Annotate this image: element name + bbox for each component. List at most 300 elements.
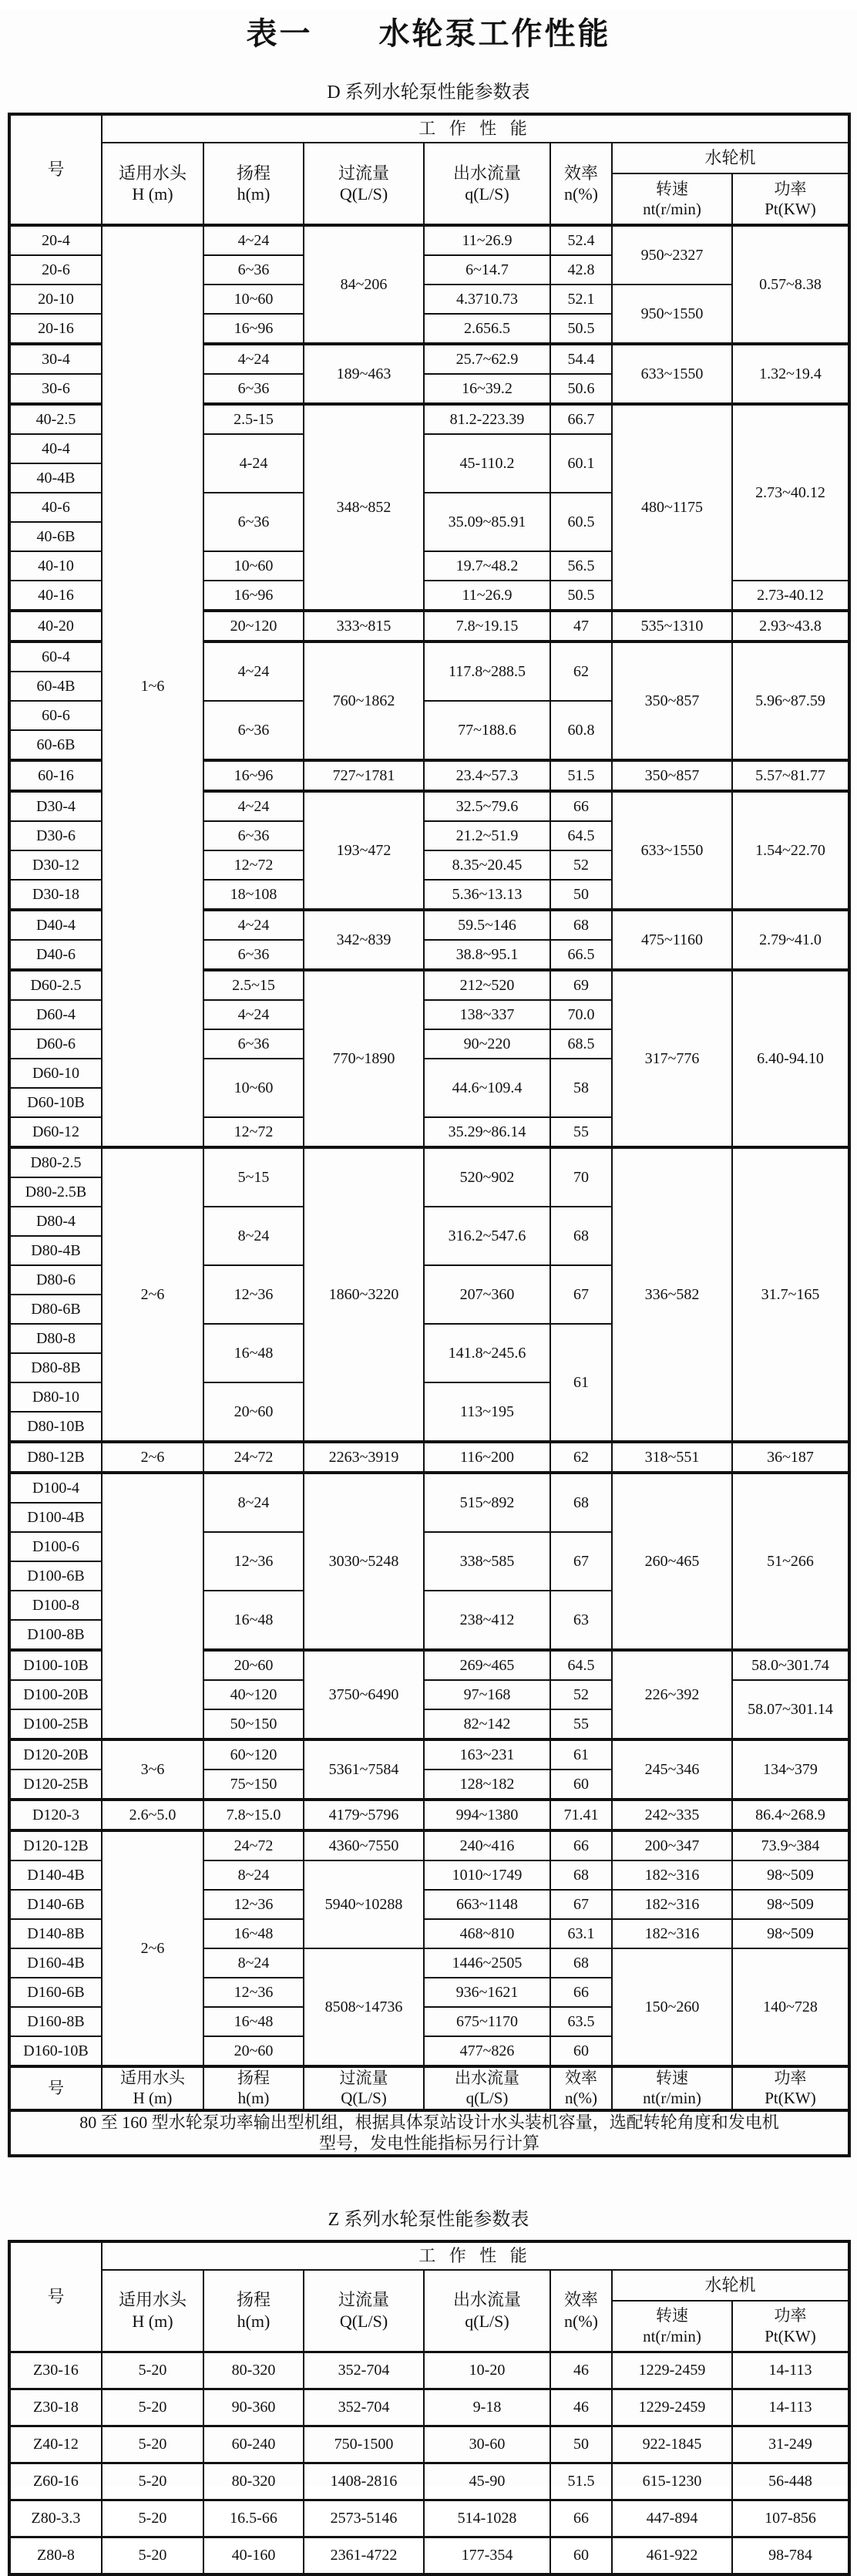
value-cell: 240~416 (424, 1830, 550, 1860)
z-performance-header: 工 作 性 能 (102, 2241, 849, 2270)
model-cell: Z30-18 (9, 2389, 102, 2426)
z-column-header-eff-label: 效率 (563, 2290, 598, 2309)
note-line-2: 型号，发电性能指标另行计算 (318, 2133, 539, 2153)
model-cell: D30-12 (9, 850, 102, 880)
value-cell: 4~24 (203, 910, 304, 940)
repeat-header-label: 过流量 (339, 2069, 388, 2087)
column-header-power-unit: Pt(KW) (765, 200, 816, 218)
value-cell: 6~36 (203, 1029, 304, 1059)
model-cell: Z30-16 (9, 2352, 102, 2389)
table-row (9, 2352, 849, 2389)
value-cell: 16~96 (203, 314, 304, 344)
value-cell: 9-18 (424, 2389, 550, 2426)
value-cell: 212~520 (424, 970, 550, 1000)
value-cell: 200~347 (612, 1830, 732, 1860)
value-cell: 269~465 (424, 1650, 550, 1680)
value-cell: 0.57~8.38 (732, 225, 849, 344)
model-cell: D100-6 (9, 1532, 102, 1561)
value-cell: 333~815 (304, 611, 424, 641)
z-column-header-eff-unit: n(%) (564, 2311, 598, 2331)
model-cell: 30-6 (9, 374, 102, 404)
model-cell: D80-6 (9, 1265, 102, 1295)
value-cell: 4~24 (203, 344, 304, 374)
value-cell: 318~551 (612, 1442, 732, 1473)
value-cell: 98~509 (732, 1890, 849, 1919)
note-line-1: 80 至 160 型水轮泵功率输出型机组，根据具体泵站设计水头装机容量，选配转轮角度和发电机 (79, 2112, 779, 2132)
value-cell: 922-1845 (612, 2426, 732, 2463)
z-turbine-header: 水轮机 (612, 2270, 849, 2301)
value-cell: 56-448 (732, 2463, 849, 2500)
value-cell: 16~48 (203, 1919, 304, 1948)
model-cell: D60-10 (9, 1059, 102, 1088)
column-header-eff (550, 143, 612, 225)
repeat-header-cell (612, 2066, 732, 2110)
value-cell: 5-20 (102, 2426, 203, 2463)
model-cell: D80-6B (9, 1295, 102, 1324)
model-cell: 60-6 (9, 701, 102, 730)
value-cell: 63.1 (550, 1919, 612, 1948)
table-row (9, 225, 849, 255)
value-cell: 2361-4722 (304, 2537, 424, 2574)
value-cell: 238~412 (424, 1591, 550, 1650)
value-cell: 535~1310 (612, 611, 732, 641)
column-header-head-unit: H (m) (132, 184, 173, 204)
model-cell: 40-2.5 (9, 404, 102, 434)
value-cell: 36~187 (732, 1442, 849, 1473)
repeat-header-label: 号 (48, 2079, 64, 2098)
value-cell: 81.2-223.39 (424, 404, 550, 434)
value-cell: 477~826 (424, 2036, 550, 2066)
value-cell: 163~231 (424, 1739, 550, 1770)
value-cell: 2263~3919 (304, 1442, 424, 1473)
value-cell: 10~60 (203, 285, 304, 314)
value-cell: 59.5~146 (424, 910, 550, 940)
value-cell: 68.5 (550, 1029, 612, 1059)
repeat-header-cell (102, 2066, 203, 2110)
value-cell: 615-1230 (612, 2463, 732, 2500)
value-cell: 61 (550, 1739, 612, 1770)
value-cell: 770~1890 (304, 970, 424, 1147)
value-cell: 8~24 (203, 1948, 304, 1978)
repeat-header-label: 转速 (656, 2069, 688, 2087)
value-cell: 1229-2459 (612, 2352, 732, 2389)
value-cell: 2.5~15 (203, 970, 304, 1000)
value-cell: 31-249 (732, 2426, 849, 2463)
value-cell: 2.73~40.12 (732, 404, 849, 581)
model-cell: D100-8 (9, 1591, 102, 1620)
value-cell: 24~72 (203, 1830, 304, 1860)
table-row (9, 2500, 849, 2537)
value-cell: 16~48 (203, 2007, 304, 2036)
value-cell: 62 (550, 1442, 612, 1473)
value-cell: 52.4 (550, 225, 612, 255)
model-cell: D30-18 (9, 880, 102, 910)
z-column-header-speed-label: 转速 (656, 2306, 688, 2325)
model-cell: 20-6 (9, 255, 102, 285)
value-cell: 138~337 (424, 1000, 550, 1029)
value-cell: 2~6 (102, 1147, 203, 1442)
model-column-header: 号 (9, 114, 102, 225)
value-cell: 56.5 (550, 551, 612, 581)
value-cell: 193~472 (304, 791, 424, 910)
model-cell: 20-4 (9, 225, 102, 255)
z-column-header-flow-label: 过流量 (338, 2290, 389, 2309)
value-cell: 7.8~19.15 (424, 611, 550, 641)
value-cell: 35.09~85.91 (424, 493, 550, 551)
value-cell: 98~509 (732, 1919, 849, 1948)
value-cell: 6~36 (203, 821, 304, 850)
value-cell: 350~857 (612, 760, 732, 791)
value-cell: 140~728 (732, 1948, 849, 2066)
value-cell: 20~60 (203, 1650, 304, 1680)
column-header-head-label: 适用水头 (118, 163, 187, 183)
z-model-column-header: 号 (9, 2241, 102, 2352)
column-header-flow-label: 过流量 (338, 163, 389, 183)
model-cell: D120-25B (9, 1770, 102, 1800)
value-cell: 51.5 (550, 2463, 612, 2500)
column-header-head (102, 143, 203, 225)
value-cell: 25.7~62.9 (424, 344, 550, 374)
model-cell: D40-6 (9, 940, 102, 970)
model-cell: 40-6 (9, 493, 102, 522)
value-cell: 68 (550, 910, 612, 940)
value-cell: 66.7 (550, 404, 612, 434)
value-cell: 177-354 (424, 2537, 550, 2574)
z-column-header-outflow-unit: q(L/S) (465, 2311, 509, 2331)
value-cell: 4.3710.73 (424, 285, 550, 314)
value-cell: 64.5 (550, 1650, 612, 1680)
value-cell: 633~1550 (612, 344, 732, 404)
repeat-header-unit: q(L/S) (465, 2089, 509, 2108)
value-cell: 40-160 (203, 2537, 304, 2574)
value-cell: 352-704 (304, 2352, 424, 2389)
model-cell: Z80-3.3 (9, 2500, 102, 2537)
model-cell: Z80-8 (9, 2537, 102, 2574)
value-cell: 97~168 (424, 1680, 550, 1709)
column-header-lift-label: 扬程 (236, 163, 271, 183)
value-cell: 342~839 (304, 910, 424, 970)
value-cell: 182~316 (612, 1919, 732, 1948)
value-cell: 348~852 (304, 404, 424, 611)
value-cell: 6~36 (203, 701, 304, 760)
value-cell: 475~1160 (612, 910, 732, 970)
value-cell: 675~1170 (424, 2007, 550, 2036)
value-cell: 8~24 (203, 1860, 304, 1890)
z-column-header-power-label: 功率 (774, 2306, 807, 2325)
value-cell: 352-704 (304, 2389, 424, 2426)
value-cell: 4360~7550 (304, 1830, 424, 1860)
value-cell: 633~1550 (612, 791, 732, 910)
column-header-eff-unit: n(%) (564, 184, 598, 204)
z-column-header-flow-unit: Q(L/S) (339, 2311, 388, 2331)
value-cell: 3750~6490 (304, 1650, 424, 1739)
model-cell: D40-4 (9, 910, 102, 940)
value-cell: 5.57~81.77 (732, 760, 849, 791)
model-cell: 30-4 (9, 344, 102, 374)
model-cell: D160-4B (9, 1948, 102, 1978)
value-cell: 1~6 (102, 225, 203, 1147)
value-cell: 35.29~86.14 (424, 1117, 550, 1147)
value-cell: 117.8~288.5 (424, 641, 550, 701)
value-cell: 51~266 (732, 1473, 849, 1650)
value-cell: 80-320 (203, 2352, 304, 2389)
value-cell: 20~60 (203, 1382, 304, 1442)
value-cell: 2.93~43.8 (732, 611, 849, 641)
value-cell: 6~36 (203, 940, 304, 970)
value-cell: 66 (550, 791, 612, 821)
value-cell: 52.1 (550, 285, 612, 314)
value-cell: 182~316 (612, 1890, 732, 1919)
value-cell: 950~2327 (612, 225, 732, 285)
repeat-header-label: 效率 (565, 2069, 597, 2087)
column-header-power (732, 173, 849, 225)
model-cell: D60-6 (9, 1029, 102, 1059)
value-cell: 12~72 (203, 1117, 304, 1147)
value-cell: 2~6 (102, 1830, 203, 2066)
value-cell: 60.5 (550, 493, 612, 551)
repeat-header-cell (203, 2066, 304, 2110)
value-cell (102, 1473, 203, 1739)
model-cell: 60-4 (9, 641, 102, 672)
repeat-header-cell (550, 2066, 612, 2110)
value-cell: 2.5-15 (203, 404, 304, 434)
model-cell: D160-10B (9, 2036, 102, 2066)
value-cell: 40~120 (203, 1680, 304, 1709)
d-series-table (8, 113, 851, 2157)
model-cell: Z40-12 (9, 2426, 102, 2463)
value-cell: 3030~5248 (304, 1473, 424, 1650)
column-header-outflow (424, 143, 550, 225)
value-cell: 10~60 (203, 551, 304, 581)
value-cell: 90-360 (203, 2389, 304, 2426)
value-cell: 468~810 (424, 1919, 550, 1948)
value-cell: 727~1781 (304, 760, 424, 791)
page-title: 表一 水轮泵工作性能 (246, 16, 611, 51)
value-cell: 98-784 (732, 2537, 849, 2574)
d-table-caption: D 系列水轮泵性能参数表 (327, 82, 530, 103)
value-cell: 63.5 (550, 2007, 612, 2036)
value-cell: 50~150 (203, 1709, 304, 1739)
value-cell: 8.35~20.45 (424, 850, 550, 880)
value-cell: 12~36 (203, 1978, 304, 2007)
value-cell: 16.5-66 (203, 2500, 304, 2537)
value-cell: 11~26.9 (424, 581, 550, 611)
value-cell: 1446~2505 (424, 1948, 550, 1978)
value-cell: 98~509 (732, 1860, 849, 1890)
value-cell: 5-20 (102, 2463, 203, 2500)
value-cell: 20~120 (203, 611, 304, 641)
value-cell: 60 (550, 2036, 612, 2066)
value-cell: 134~379 (732, 1739, 849, 1800)
z-table-caption: Z 系列水轮泵性能参数表 (328, 2209, 529, 2230)
value-cell: 14-113 (732, 2352, 849, 2389)
value-cell: 4179~5796 (304, 1800, 424, 1830)
value-cell: 68 (550, 1473, 612, 1532)
z-header-row-columns (9, 2270, 849, 2301)
value-cell: 994~1380 (424, 1800, 550, 1830)
value-cell: 16~96 (203, 760, 304, 791)
value-cell: 520~902 (424, 1147, 550, 1207)
column-header-flow (304, 143, 424, 225)
value-cell: 69 (550, 970, 612, 1000)
value-cell: 11~26.9 (424, 225, 550, 255)
value-cell: 47 (550, 611, 612, 641)
z-header-row-performance (9, 2241, 849, 2270)
value-cell: 2.6~5.0 (102, 1800, 203, 1830)
value-cell: 226~392 (612, 1650, 732, 1739)
value-cell: 45-90 (424, 2463, 550, 2500)
value-cell: 10-20 (424, 2352, 550, 2389)
value-cell: 515~892 (424, 1473, 550, 1532)
table-row (9, 2389, 849, 2426)
model-cell: D100-10B (9, 1650, 102, 1680)
value-cell: 317~776 (612, 970, 732, 1147)
column-header-speed-unit: nt(r/min) (643, 200, 701, 218)
value-cell: 316.2~547.6 (424, 1207, 550, 1265)
value-cell: 46 (550, 2389, 612, 2426)
model-cell: 40-10 (9, 551, 102, 581)
value-cell: 86.4~268.9 (732, 1800, 849, 1830)
repeat-header-label: 适用水头 (120, 2069, 185, 2087)
value-cell: 32.5~79.6 (424, 791, 550, 821)
z-column-header-speed-unit: nt(r/min) (643, 2326, 701, 2345)
value-cell: 10~60 (203, 1059, 304, 1117)
repeat-header-cell (732, 2066, 849, 2110)
value-cell: 12~36 (203, 1532, 304, 1591)
value-cell: 750-1500 (304, 2426, 424, 2463)
value-cell: 12~36 (203, 1890, 304, 1919)
value-cell: 5-20 (102, 2352, 203, 2389)
value-cell: 60 (550, 1770, 612, 1800)
value-cell: 4~24 (203, 1000, 304, 1029)
table-row (9, 2537, 849, 2574)
value-cell: 936~1621 (424, 1978, 550, 2007)
value-cell: 8~24 (203, 1473, 304, 1532)
value-cell: 150~260 (612, 1948, 732, 2066)
repeat-header-row (9, 2066, 849, 2110)
value-cell: 4~24 (203, 641, 304, 701)
value-cell: 73.9~384 (732, 1830, 849, 1860)
value-cell: 84~206 (304, 225, 424, 344)
repeat-header-label: 扬程 (237, 2069, 270, 2087)
value-cell: 2.79~41.0 (732, 910, 849, 970)
z-column-header-outflow (424, 2270, 550, 2352)
value-cell: 46 (550, 2352, 612, 2389)
table-row (9, 1830, 849, 1860)
value-cell: 68 (550, 1207, 612, 1265)
z-column-header-lift (203, 2270, 304, 2352)
value-cell: 16~48 (203, 1591, 304, 1650)
value-cell: 60.1 (550, 434, 612, 493)
model-cell: D100-8B (9, 1620, 102, 1650)
value-cell: 663~1148 (424, 1890, 550, 1919)
value-cell: 2~6 (102, 1442, 203, 1473)
value-cell: 461-922 (612, 2537, 732, 2574)
value-cell: 5-20 (102, 2537, 203, 2574)
value-cell: 24~72 (203, 1442, 304, 1473)
column-header-lift-unit: h(m) (237, 184, 271, 204)
table-row (9, 2463, 849, 2500)
value-cell: 4~24 (203, 791, 304, 821)
value-cell: 182~316 (612, 1860, 732, 1890)
value-cell: 60.8 (550, 701, 612, 760)
header-row-columns (9, 143, 849, 173)
value-cell: 760~1862 (304, 641, 424, 760)
value-cell: 6~36 (203, 255, 304, 285)
model-cell: 20-16 (9, 314, 102, 344)
model-cell: 40-20 (9, 611, 102, 641)
value-cell: 54.4 (550, 344, 612, 374)
z-column-header-speed (612, 2301, 732, 2352)
value-cell: 2573-5146 (304, 2500, 424, 2537)
z-column-header-outflow-label: 出水流量 (452, 2290, 521, 2309)
model-cell: D80-10B (9, 1412, 102, 1442)
value-cell: 18~108 (203, 880, 304, 910)
value-cell: 447-894 (612, 2500, 732, 2537)
model-cell: D30-4 (9, 791, 102, 821)
value-cell: 350~857 (612, 641, 732, 760)
model-cell: D80-4B (9, 1236, 102, 1265)
value-cell: 2.656.5 (424, 314, 550, 344)
note-cell (9, 2110, 849, 2156)
model-cell: 40-16 (9, 581, 102, 611)
value-cell: 128~182 (424, 1770, 550, 1800)
value-cell: 12~36 (203, 1265, 304, 1324)
repeat-header-cell (9, 2066, 102, 2110)
column-header-outflow-unit: q(L/S) (465, 184, 509, 204)
value-cell: 66 (550, 1830, 612, 1860)
value-cell: 4~24 (203, 225, 304, 255)
value-cell: 6~36 (203, 493, 304, 551)
value-cell: 51.5 (550, 760, 612, 791)
value-cell: 14-113 (732, 2389, 849, 2426)
value-cell: 107-856 (732, 2500, 849, 2537)
value-cell: 70 (550, 1147, 612, 1207)
value-cell: 514-1028 (424, 2500, 550, 2537)
value-cell: 338~585 (424, 1532, 550, 1591)
value-cell: 55 (550, 1117, 612, 1147)
model-cell: D140-4B (9, 1860, 102, 1890)
model-cell: Z60-16 (9, 2463, 102, 2500)
repeat-header-cell (304, 2066, 424, 2110)
value-cell: 66.5 (550, 940, 612, 970)
model-cell: D80-10 (9, 1382, 102, 1412)
value-cell: 71.41 (550, 1800, 612, 1830)
value-cell: 50.5 (550, 581, 612, 611)
z-column-header-lift-label: 扬程 (236, 2290, 271, 2309)
repeat-header-unit: h(m) (237, 2089, 270, 2108)
model-cell: D100-25B (9, 1709, 102, 1739)
value-cell: 58.0~301.74 (732, 1650, 849, 1680)
value-cell: 189~463 (304, 344, 424, 404)
value-cell: 62 (550, 641, 612, 701)
z-column-header-power-unit: Pt(KW) (765, 2326, 816, 2345)
value-cell: 245~346 (612, 1739, 732, 1800)
value-cell: 6.40-94.10 (732, 970, 849, 1147)
model-cell: D100-4 (9, 1473, 102, 1503)
value-cell: 260~465 (612, 1473, 732, 1650)
value-cell: 116~200 (424, 1442, 550, 1473)
value-cell: 66 (550, 1978, 612, 2007)
value-cell: 68 (550, 1948, 612, 1978)
model-cell: D30-6 (9, 821, 102, 850)
value-cell: 21.2~51.9 (424, 821, 550, 850)
value-cell: 60~120 (203, 1739, 304, 1770)
value-cell: 58.07~301.14 (732, 1680, 849, 1739)
repeat-header-unit: nt(r/min) (643, 2089, 701, 2108)
z-column-header-head-unit: H (m) (132, 2311, 173, 2331)
model-cell: D120-3 (9, 1800, 102, 1830)
